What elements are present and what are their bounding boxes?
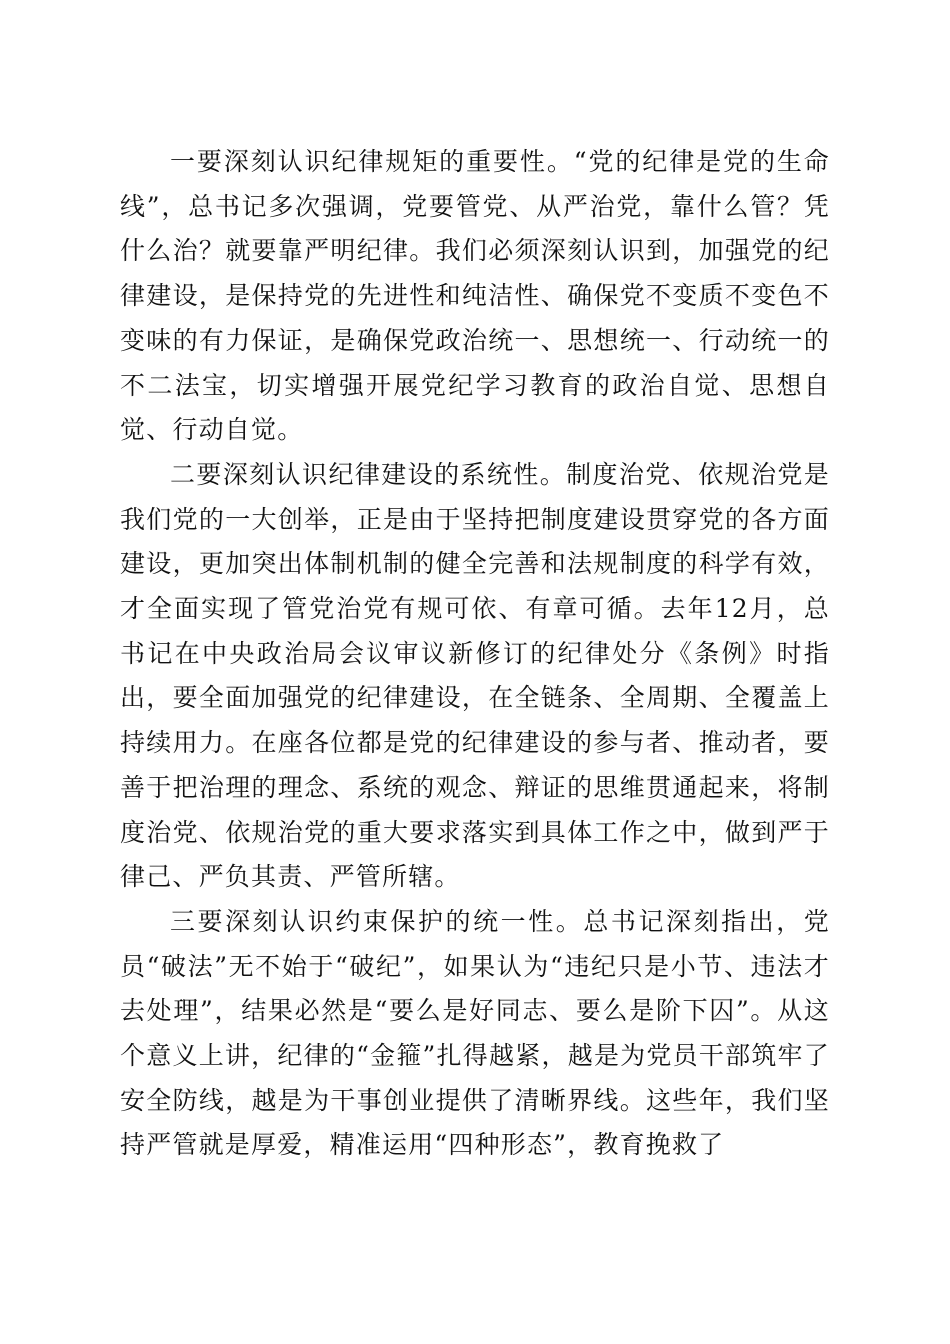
paragraph-3: 三要深刻认识约束保护的统一性。总书记深刻指出，党员“破法”无不始于“破纪”，如果认为“违纪只是小节、违法才去处理”，结果必然是“要么是好同志、要么是阶下囚”。从这个意义上讲，纪律的“金箍”扎得越紧，越是为党员干部筑牢了安全防线，越是为干事创业提供了清晰界线。这些年，我们坚持严管就是厚爱，精准运用“四种形态”，教育挽救了 [120,906,830,1160]
paragraph-2: 二要深刻认识纪律建设的系统性。制度治党、依规治党是我们党的一大创举，正是由于坚持把制度建设贯穿党的各方面建设，更加突出体制机制的健全完善和法规制度的科学有效，才全面实现了管党治党有规可依、有章可循。去年12月，总书记在中央政治局会议审议新修订的纪律处分《条例》时指出，要全面加强党的纪律建设，在全链条、全周期、全覆盖上持续用力。在座各位都是党的纪律建设的参与者、推动者，要善于把治理的理念、系统的观念、辩证的思维贯通起来，将制度治党、依规治党的重大要求落实到具体工作之中，做到严于律己、严负其责、严管所辖。 [120,459,830,892]
document-body [120,140,830,1168]
paragraph-1: 一要深刻认识纪律规矩的重要性。“党的纪律是党的生命线”，总书记多次强调，党要管党、从严治党，靠什么管？凭什么治？就要靠严明纪律。我们必须深刻认识到，加强党的纪律建设，是保持党的先进性和纯洁性、确保党不变质不变色不变味的有力保证，是确保党政治统一、思想统一、行动统一的不二法宝，切实增强开展党纪学习教育的政治自觉、思想自觉、行动自觉。 [120,147,830,445]
